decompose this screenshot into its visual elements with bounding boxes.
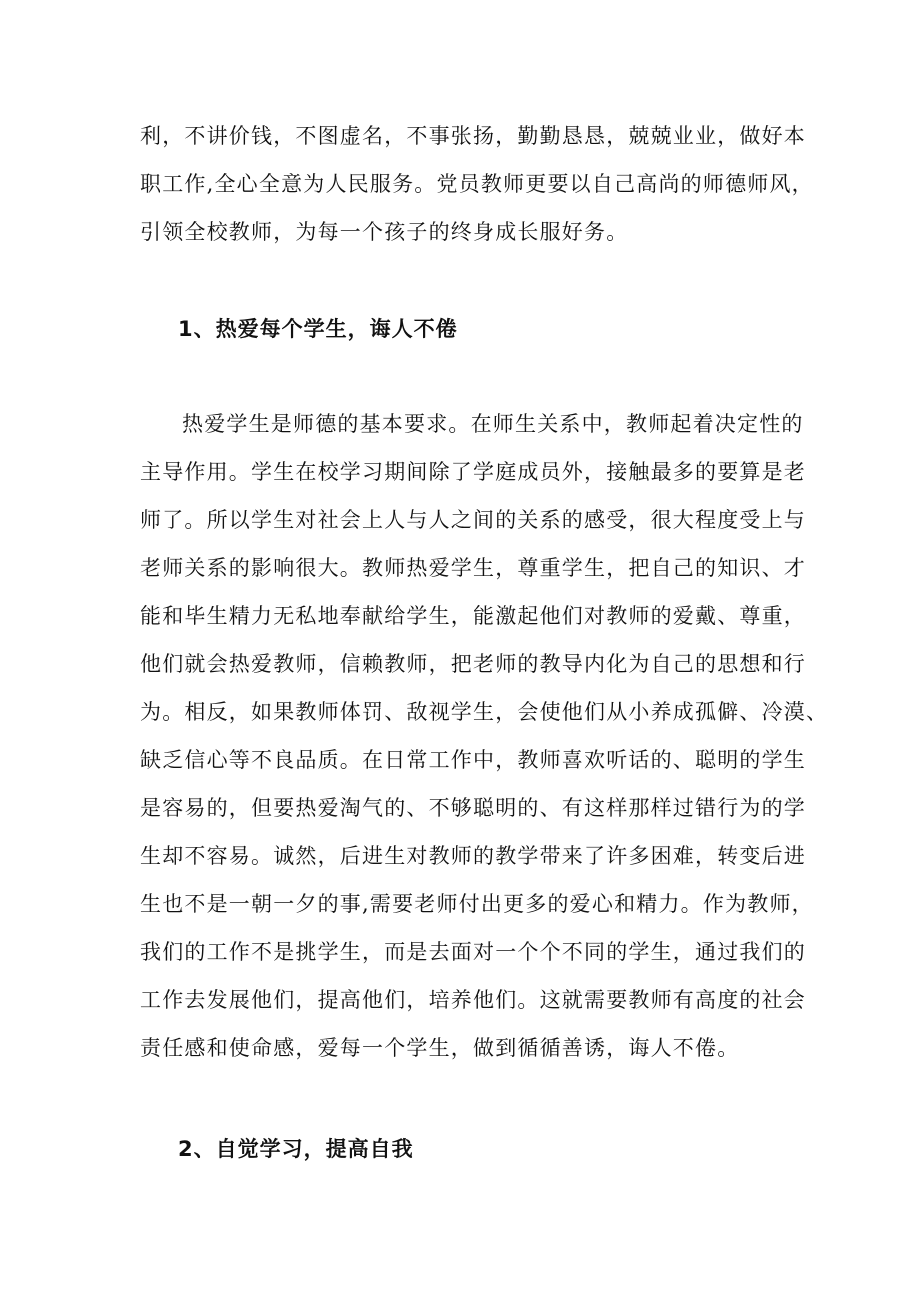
text-line: 是容易的，但要热爱淘气的、不够聪明的、有这样那样过错行为的学 [140,796,806,820]
text-line: 他们就会热爱教师，信赖教师，把老师的教导内化为自己的思想和行 [140,652,806,676]
section-2-heading: 2、自觉学习，提高自我 [178,1137,414,1161]
text-line: 主导作用。学生在校学习期间除了学庭成员外，接触最多的要算是老 [140,460,806,484]
text-line: 引领全校教师，为每一个孩子的终身成长服好务。 [140,220,629,244]
section-1-heading: 1、热爱每个学生，诲人不倦 [178,317,458,341]
text-line: 老师关系的影响很大。教师热爱学生，尊重学生，把自己的知识、才 [140,556,806,580]
text-line: 为。相反，如果教师体罚、敌视学生，会使他们从小养成孤僻、冷漠、 [140,700,829,724]
text-line: 缺乏信心等不良品质。在日常工作中，教师喜欢听话的、聪明的学生 [140,748,806,772]
text-line: 责任感和使命感，爱每一个学生，做到循循善诱，诲人不倦。 [140,1036,740,1060]
text-line: 师了。所以学生对社会上人与人之间的关系的感受，很大程度受上与 [140,508,806,532]
text-line: 我们的工作不是挑学生，而是去面对一个个不同的学生，通过我们的 [140,940,806,964]
text-line: 热爱学生是师德的基本要求。在师生关系中，教师起着决定性的 [182,412,804,436]
text-line: 工作去发展他们，提高他们，培养他们。这就需要教师有高度的社会 [140,988,806,1012]
intro-paragraph [140,112,814,256]
text-line: 职工作,全心全意为人民服务。党员教师更要以自己高尚的师德师风， [140,172,814,196]
text-line: 生也不是一朝一夕的事,需要老师付出更多的爱心和精力。作为教师， [140,892,814,916]
text-line: 能和毕生精力无私地奉献给学生，能激起他们对教师的爱戴、尊重， [140,604,806,628]
text-line: 利，不讲价钱，不图虚名，不事张扬，勤勤恳恳，兢兢业业，做好本 [140,124,806,148]
text-line: 生却不容易。诚然，后进生对教师的教学带来了许多困难，转变后进 [140,844,806,868]
section-1-paragraph [140,400,829,1072]
